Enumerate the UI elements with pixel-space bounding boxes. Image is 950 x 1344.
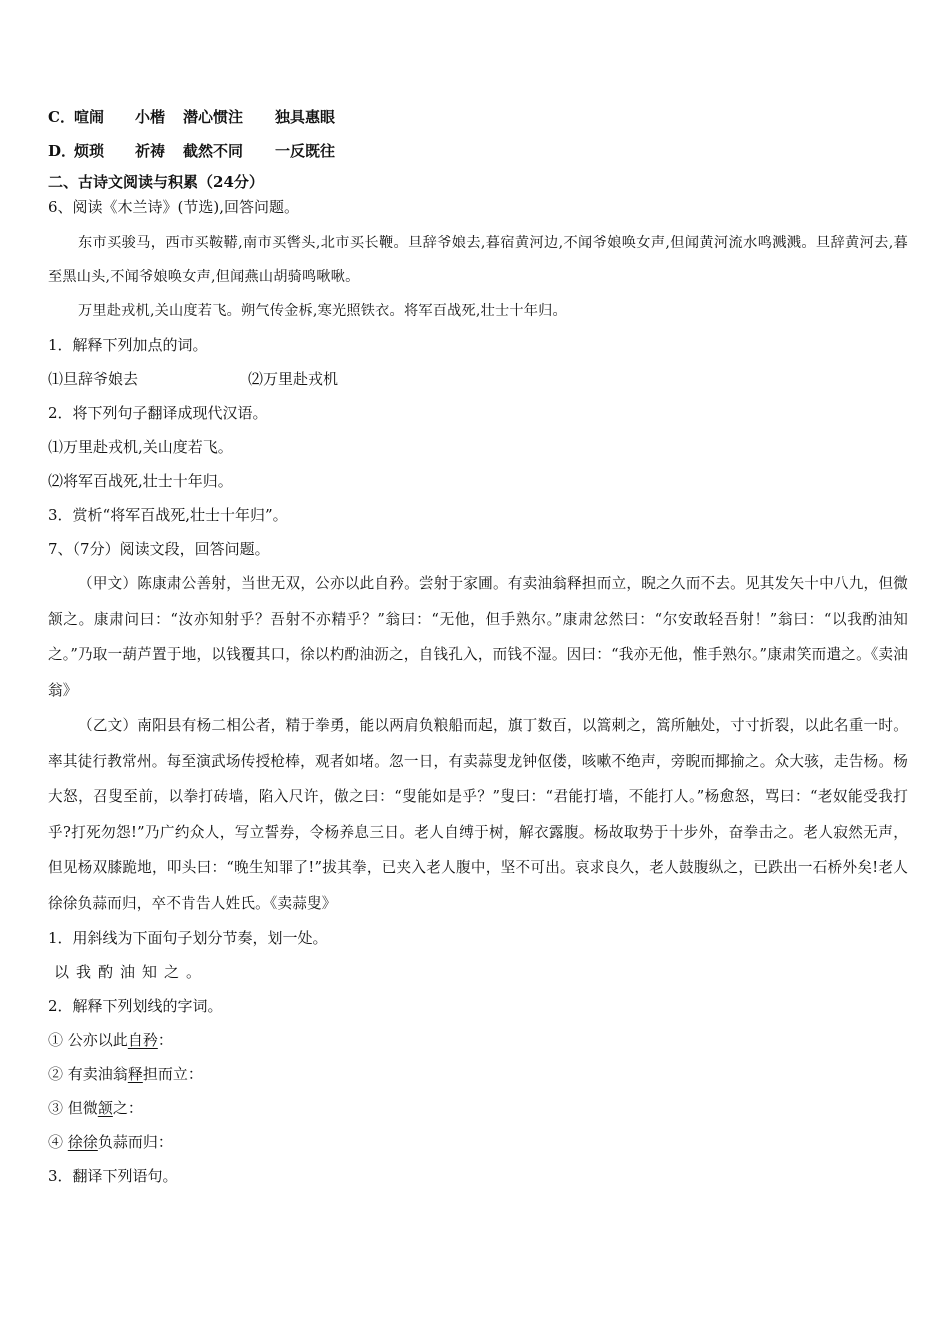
document-page bbox=[48, 100, 908, 1193]
item-number: ② bbox=[48, 1065, 64, 1083]
item-number: ④ bbox=[48, 1133, 64, 1151]
option-d-item-3: 截然不同 bbox=[183, 142, 244, 160]
option-d-item-4: 一反既往 bbox=[275, 142, 336, 160]
q6-sub2: 2．将下列句子翻译成现代汉语。 bbox=[48, 404, 268, 422]
option-d-item-1: 烦琐 bbox=[74, 142, 105, 160]
item-text: 之： bbox=[112, 1099, 143, 1117]
q7-sub3: 3．翻译下列语句。 bbox=[48, 1167, 178, 1185]
item-text: 公亦以此 bbox=[67, 1031, 128, 1049]
option-d bbox=[48, 134, 908, 168]
q6-sub2-item-a: ⑴万里赴戎机,关山度若飞。 bbox=[48, 438, 233, 456]
item-number: ① bbox=[48, 1031, 64, 1049]
item-text: 担而立： bbox=[142, 1065, 203, 1083]
underlined-word: 自矜 bbox=[127, 1031, 158, 1049]
q7-sub2-item-1 bbox=[48, 1023, 908, 1057]
section-2-title: 二、古诗文阅读与积累（24分） bbox=[48, 173, 264, 191]
option-d-item-2: 祈祷 bbox=[135, 142, 166, 160]
option-d-label: D． bbox=[48, 142, 77, 160]
item-text: 有卖油翁 bbox=[67, 1065, 128, 1083]
q6-poem-paragraph-2: 万里赴戎机,关山度若飞。朔气传金柝,寒光照铁衣。将军百战死,壮士十年归。 bbox=[78, 303, 567, 319]
q6-sub1-item-b: ⑵万里赴戎机 bbox=[248, 370, 339, 388]
q6-poem-paragraph-1: 东市买骏马，西市买鞍鞯,南市买辔头,北市买长鞭。旦辞爷娘去,暮宿黄河边,不闻爷娘唤女声,但闻黄河流水鸣溅溅。旦辞黄河去,暮至黑山头,不闻爷娘唤女声,但闻燕山胡骑鸣啾啾。 bbox=[48, 235, 908, 285]
underlined-word: 徐徐 bbox=[67, 1133, 98, 1151]
option-c-item-2: 小楷 bbox=[135, 108, 166, 126]
item-number: ③ bbox=[48, 1099, 64, 1117]
underlined-word: 颔 bbox=[97, 1099, 113, 1117]
item-text: ： bbox=[157, 1031, 173, 1049]
item-text: 但微 bbox=[67, 1099, 98, 1117]
option-c bbox=[48, 100, 908, 134]
q7-sub2-item-3 bbox=[48, 1091, 908, 1125]
underlined-word: 释 bbox=[127, 1065, 143, 1083]
item-text: 负蒜而归： bbox=[97, 1133, 173, 1151]
q6-sub1: 1．解释下列加点的词。 bbox=[48, 336, 208, 354]
q7-stem: 7、（7分）阅读文段，回答问题。 bbox=[48, 540, 270, 558]
q6-stem: 6、阅读《木兰诗》(节选),回答问题。 bbox=[48, 198, 300, 216]
q7-sub2-item-4 bbox=[48, 1125, 908, 1159]
q6-sub3: 3．赏析“将军百战死,壮士十年归”。 bbox=[48, 506, 288, 524]
option-c-item-3: 潜心惯注 bbox=[183, 108, 244, 126]
q7-passage-yi: （乙文）南阳县有杨二相公者，精于拳勇，能以两肩负粮船而起，旗丁数百，以篙刺之，篙所触处，寸寸折裂，以此名重一时。率其徒行教常州。每至演武场传授枪棒，观者如堵。忽一日，有卖蒜叟龙钟伛偻，咳嗽不绝声，旁睨而揶揄之。众大骇，走告杨。杨大怒，召叟至前，以拳打砖墙，陷入尺许，傲之曰：“叟能如是乎？”叟曰：“君能打墙，不能打人。”杨愈怒，骂曰：“老奴能受我打乎?打死勿怨!”乃广约众人，写立誓券，令杨养息三日。老人自缚于树，解衣露腹。杨故取势于十步外，奋拳击之。老人寂然无声，但见杨双膝跪地，叩头曰：“晚生知罪了!”拔其拳，已夹入老人腹中，坚不可出。哀求良久，老人鼓腹纵之，已跌出一石桥外矣!老人徐徐负蒜而归，卒不肯告人姓氏。《卖蒜叟》 bbox=[48, 717, 908, 912]
q7-sub2-item-2 bbox=[48, 1057, 908, 1091]
option-c-item-4: 独具惠眼 bbox=[275, 108, 336, 126]
q6-sub1-item-a: ⑴旦辞爷娘去 bbox=[48, 370, 139, 388]
q6-sub1-items bbox=[48, 362, 908, 396]
option-c-label: C． bbox=[48, 108, 75, 126]
option-c-item-1: 喧闹 bbox=[74, 108, 105, 126]
q7-sub1-sentence: 以我酌油知之。 bbox=[54, 963, 209, 981]
q6-sub2-item-b: ⑵将军百战死,壮士十年归。 bbox=[48, 472, 233, 490]
q7-sub2: 2．解释下列划线的字词。 bbox=[48, 997, 223, 1015]
q7-passage-jia: （甲文）陈康肃公善射，当世无双，公亦以此自矜。尝射于家圃。有卖油翁释担而立，睨之久而不去。见其发矢十中八九，但微颔之。康肃问曰：“汝亦知射乎？吾射不亦精乎？”翁曰：“无他，但手熟尔。”康肃忿然曰：“尔安敢轻吾射！”翁曰：“以我酌油知之。”乃取一葫芦置于地，以钱覆其口，徐以杓酌油沥之，自钱孔入，而钱不湿。因曰：“我亦无他，惟手熟尔。”康肃笑而遣之。《卖油翁》 bbox=[48, 575, 908, 699]
q7-sub1: 1．用斜线为下面句子划分节奏，划一处。 bbox=[48, 929, 328, 947]
